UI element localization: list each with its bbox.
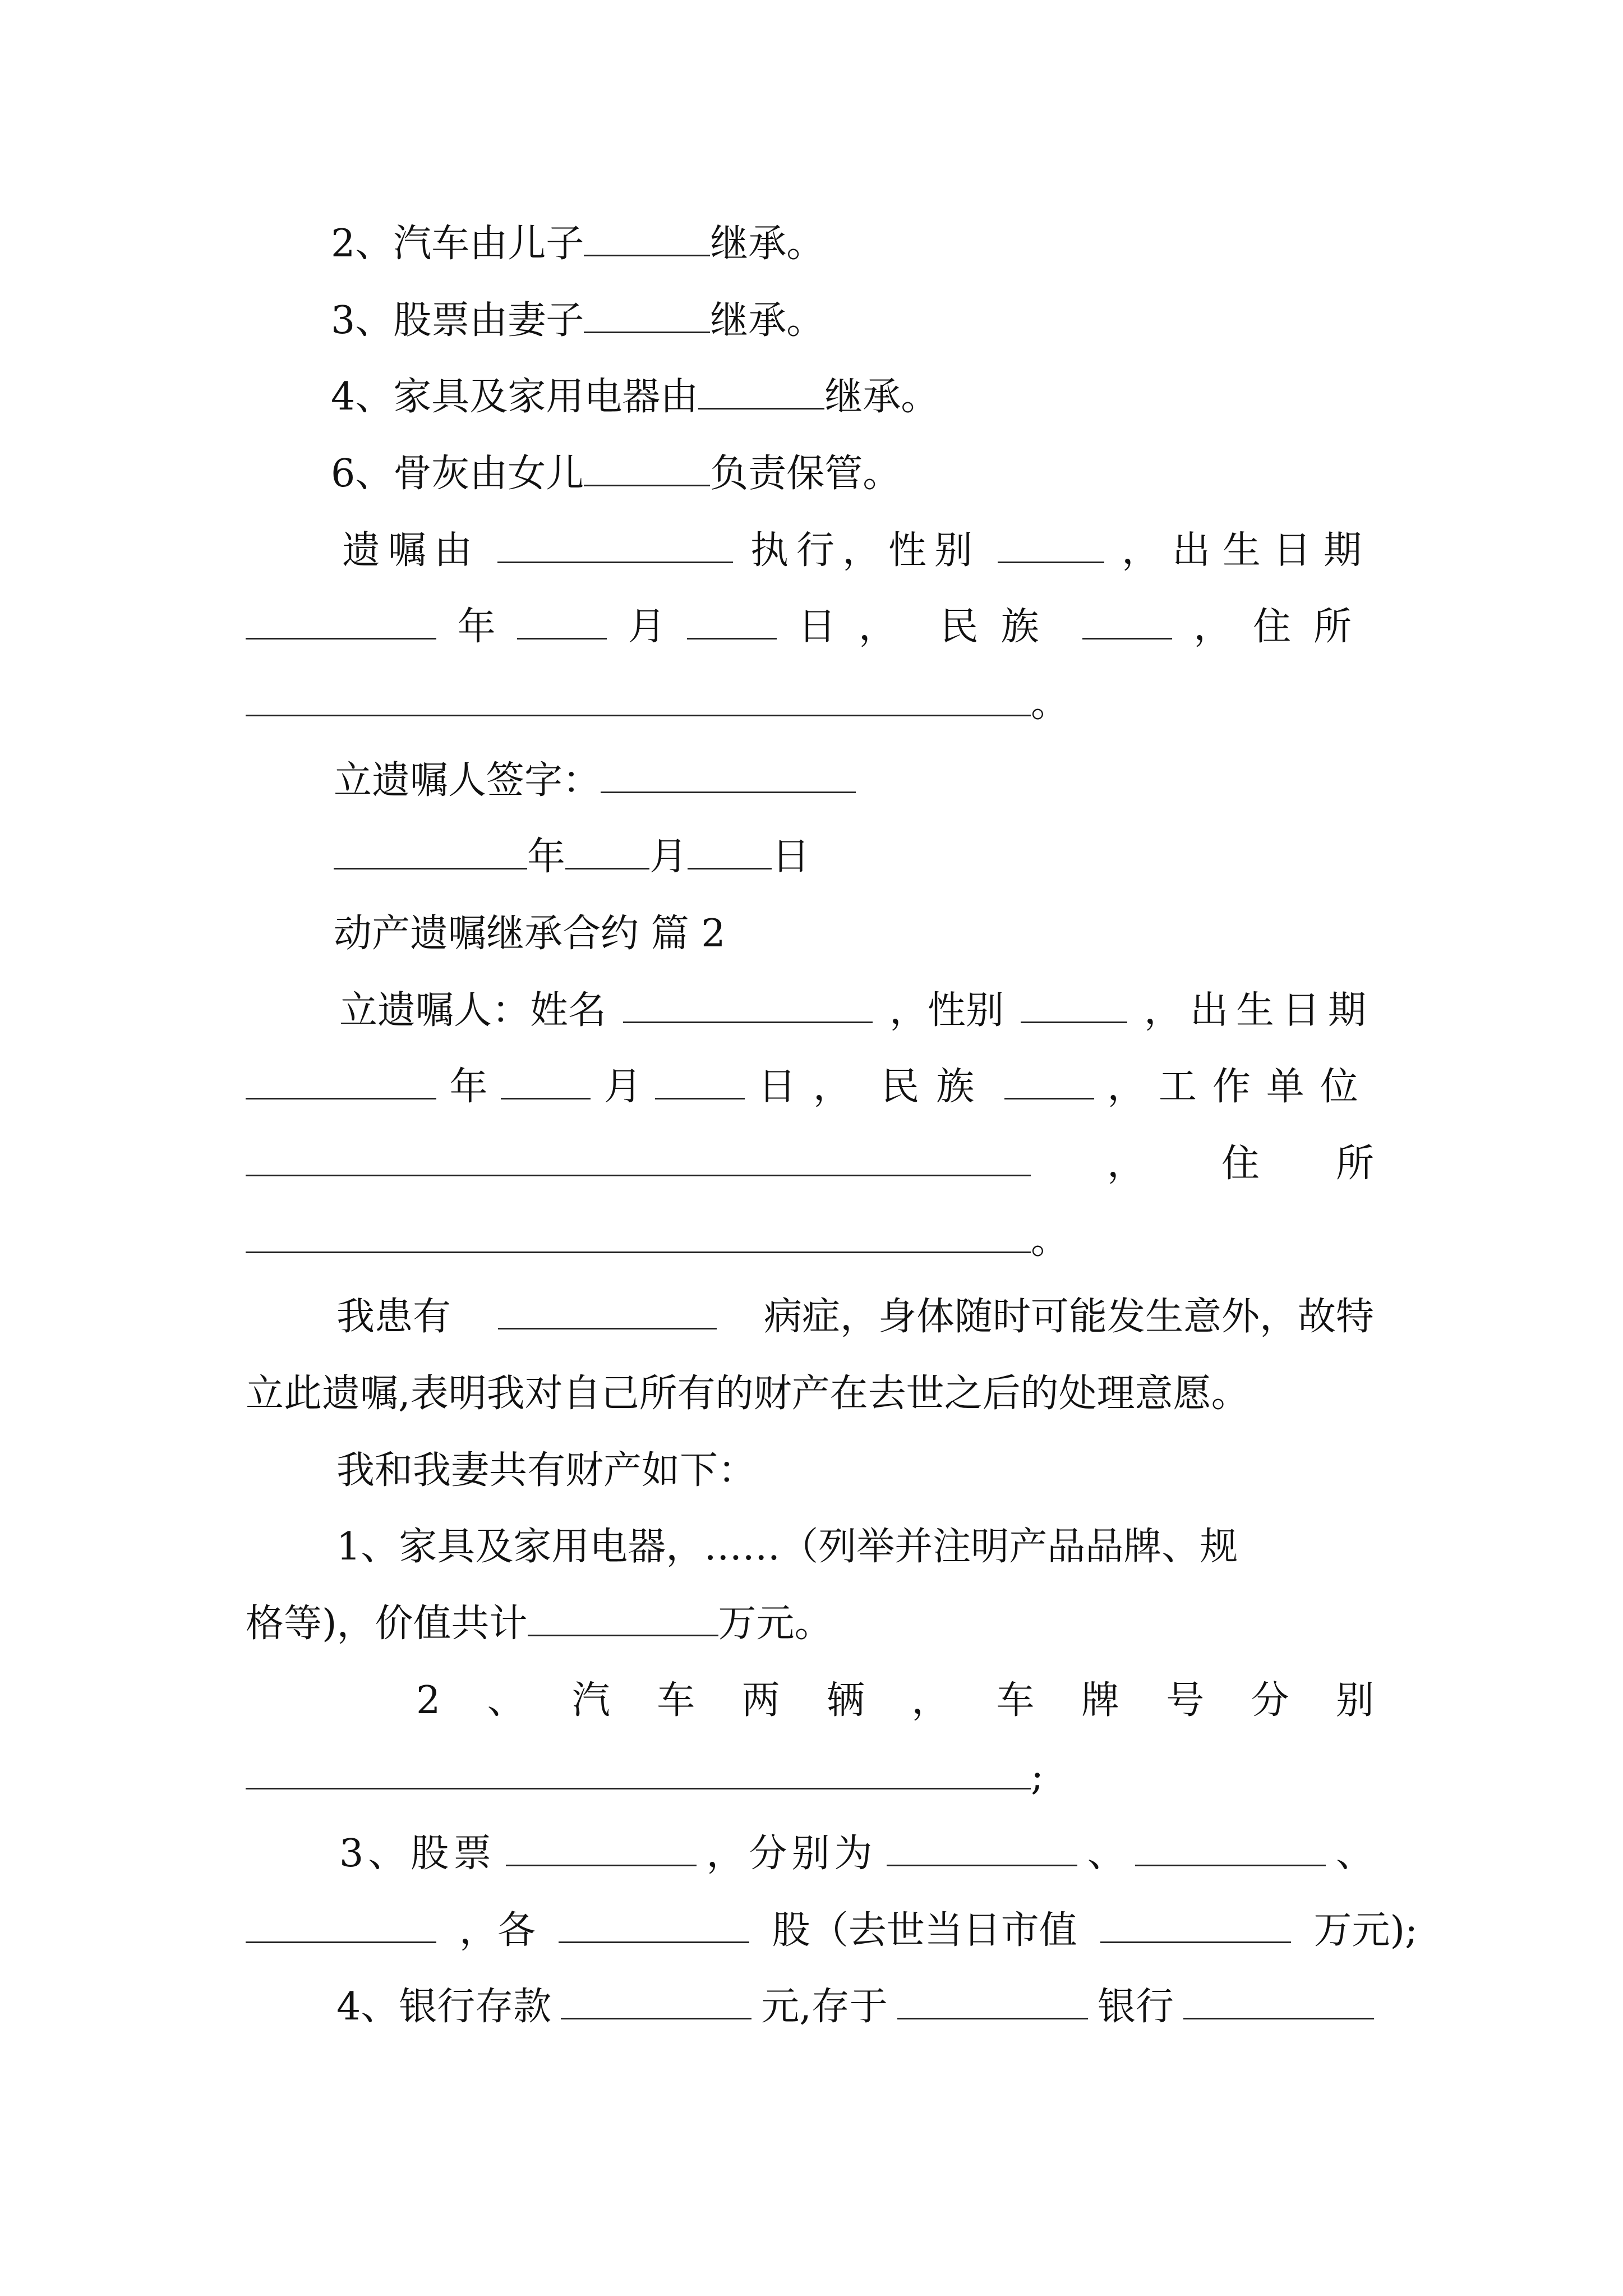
line-ashes-custody: 6、骨灰由女儿 负责保管。 — [331, 446, 901, 502]
blank-ethnicity — [1082, 603, 1172, 639]
line-testator-address: 。 — [246, 1213, 1069, 1269]
blank-market-value — [1100, 1907, 1291, 1943]
blank-birth-month — [501, 1063, 591, 1099]
blank-testator-name — [623, 987, 873, 1023]
line-testator-birthdate: 年 月 日， 民族 ， 工作单位 — [246, 1059, 1374, 1115]
blank-address — [246, 680, 1031, 716]
blank-work-unit — [246, 1140, 1031, 1176]
line-illness: 我患有 病症，身体随时可能发生意外，故特 — [336, 1289, 1374, 1345]
blank-day — [687, 603, 777, 639]
blank-furniture-value — [528, 1600, 718, 1636]
line-item-bank-deposit: 4、银行存款 元,存于 银行 — [336, 1979, 1374, 2035]
line-executor-birthdate: 年 月 日， 民族 ， 住所 — [246, 599, 1374, 655]
line-work-unit: ， 住 所 — [246, 1136, 1374, 1192]
blank-stock-count — [506, 1830, 697, 1866]
line-executor: 遗嘱由 执行，性别 ，出生日期 — [342, 523, 1374, 579]
line-will-intent: 立此遗嘱,表明我对自己所有的财产在去世之后的处理意愿。 — [246, 1372, 1249, 1416]
blank-month — [517, 603, 607, 639]
blank-testator-ethnicity — [1004, 1063, 1094, 1099]
blank-stock-c — [246, 1907, 436, 1943]
blank-sign-month — [565, 833, 649, 869]
blank-testator-address — [246, 1217, 1031, 1253]
line-furniture-inheritance: 4、家具及家用电器由 继承。 — [331, 369, 939, 425]
blank-bank-branch — [1183, 1983, 1374, 2019]
blank-signature — [601, 757, 856, 793]
blank-daughter-name — [584, 450, 710, 486]
blank-deposit-amount — [561, 1983, 751, 2019]
blank-car-plates — [246, 1753, 1031, 1789]
blank-birth-year — [246, 1063, 436, 1099]
line-item-furniture-value: 格等)，价值共计 万元。 — [246, 1596, 833, 1652]
blank-sign-day — [688, 833, 772, 869]
line-item-furniture: 1、家具及家用电器，……（列举并注明产品品牌、规 — [336, 1525, 1238, 1569]
blank-executor-name — [497, 527, 733, 563]
line-joint-property: 我和我妻共有财产如下： — [336, 1448, 757, 1493]
section-heading: 动产遗嘱继承合约 篇 2 — [334, 912, 726, 956]
line-executor-address: 。 — [246, 676, 1069, 732]
line-car-inheritance: 2、汽车由儿子 继承。 — [331, 216, 824, 272]
line-stock-inheritance: 3、股票由妻子 继承。 — [331, 293, 824, 349]
blank-heir-name — [698, 373, 824, 409]
line-item-cars: 2 、 汽 车 两 辆 ， 车 牌 号 分 别 — [416, 1678, 1374, 1723]
blank-stock-a — [887, 1830, 1077, 1866]
blank-testator-gender — [1021, 987, 1127, 1023]
blank-share-count — [559, 1907, 749, 1943]
blank-sign-year — [334, 833, 527, 869]
line-testator-signature: 立遗嘱人签字： — [334, 753, 856, 809]
blank-illness — [498, 1293, 717, 1329]
blank-stock-b — [1135, 1830, 1326, 1866]
line-testator-name: 立遗嘱人：姓名 ，性别 ，出生日期 — [339, 983, 1374, 1039]
line-signing-date: 年 月 日 — [334, 829, 810, 885]
line-item-stocks: 3、股票 ，分别为 、 、 — [339, 1826, 1374, 1882]
line-stock-shares: ，各 股（去世当日市值 万元); — [246, 1903, 1418, 1959]
blank-birth-day — [655, 1063, 745, 1099]
blank-executor-gender — [998, 527, 1104, 563]
blank-year — [246, 603, 436, 639]
line-car-plates: ; — [246, 1749, 1044, 1805]
blank-bank-name — [897, 1983, 1088, 2019]
blank-son-name — [584, 220, 710, 256]
blank-wife-name — [584, 297, 710, 333]
